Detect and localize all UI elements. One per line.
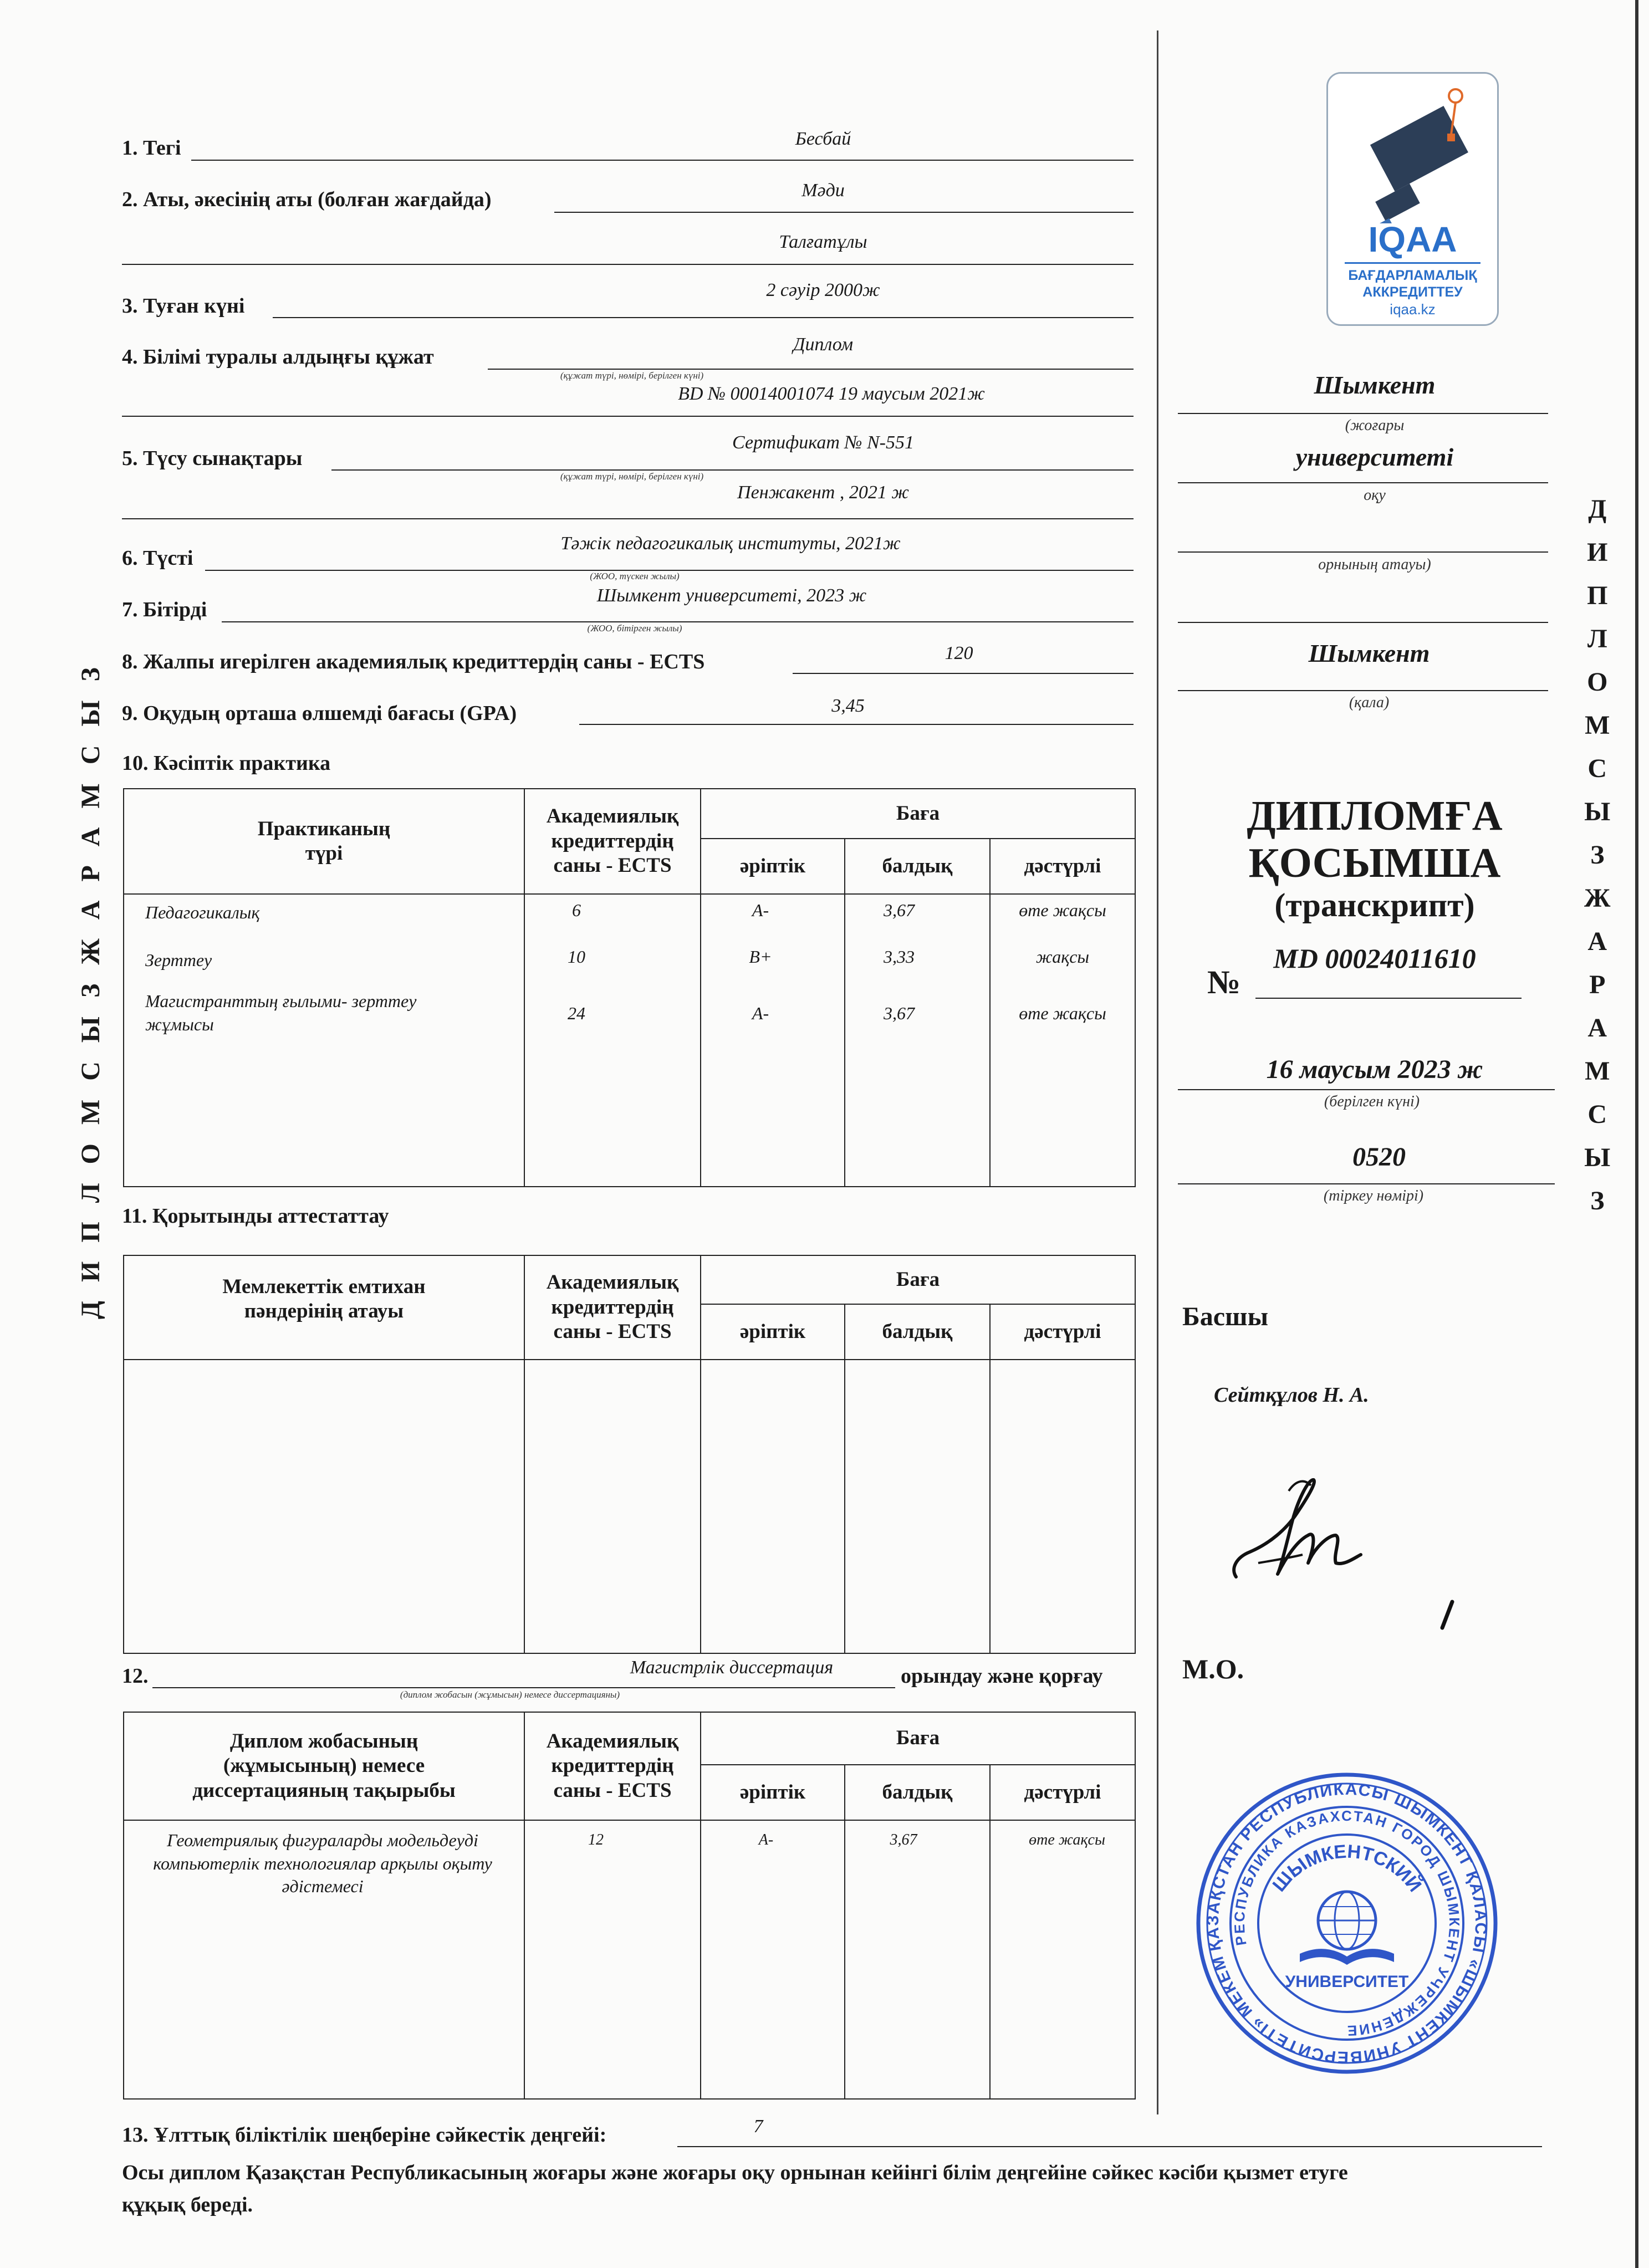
thesis-row-points: 3,67 <box>890 1831 917 1848</box>
stamp-arc-text: ШЫМКЕНТСКИЙ <box>1268 1841 1426 1896</box>
right-margin-letter: Л <box>1587 624 1607 653</box>
exam-grade-header: Баға <box>701 1255 1135 1304</box>
field-name-label: 2. Аты, әкесінің аты (болған жағдайда) <box>122 188 492 211</box>
final-attestation-table <box>123 1255 1136 1654</box>
field-credits-value: 120 <box>945 643 973 663</box>
stamp-inner-text: РЕСПУБЛИКА КАЗАХСТАН ГОРОД ШЫМКЕНТ УЧРЕЖДЕНИЕ <box>1231 1807 1463 2040</box>
right-margin-letter: О <box>1587 667 1608 697</box>
practice-traditional-cell <box>990 894 1135 1187</box>
practice-row-3-letter: A- <box>752 1003 769 1023</box>
exam-name-header: Мемлекеттік емтихан пәндерінің атауы <box>124 1255 524 1360</box>
stamp-outer-text: ҚАЗАҚСТАН РЕСПУБЛИКАСЫ ШЫМКЕНТ ҚАЛАСЫ «ШЫМКЕНТ УНИВЕРСИТЕТІ» МЕКЕМЕСІ <box>1203 1780 1490 2067</box>
right-margin-letter: Д <box>1588 494 1607 524</box>
practice-row-2-credits: 10 <box>568 947 585 967</box>
right-margin-letter: И <box>1587 538 1608 567</box>
signature-image <box>1225 1452 1425 1596</box>
right-margin-letter: М <box>1585 711 1610 740</box>
field-birthdate-value: 2 сәуір 2000ж <box>766 280 880 300</box>
left-margin-letter: О <box>76 1143 105 1164</box>
rp-title-line1: ДИПЛОМҒА <box>1247 793 1503 839</box>
pen-mark <box>1436 1599 1458 1632</box>
field-prev-doc-value: Диплом <box>793 334 854 355</box>
rp-cap-city: (қала) <box>1349 694 1390 711</box>
field-gpa-label: 9. Оқудың орташа өлшемді бағасы (GPA) <box>122 702 517 725</box>
section10-title: 10. Кәсіптік практика <box>122 752 331 775</box>
stamp-book-icon <box>1300 1949 1394 1965</box>
section13-label: 13. Ұлттық біліктілік шеңберіне сәйкестік деңгейі: <box>122 2123 607 2147</box>
field-name-value: Мәди <box>801 180 845 201</box>
section13-line <box>677 2146 1542 2147</box>
footer-text-line1: Осы диплом Қазақстан Республикасының жоғары және жоғары оқу орнынан кейінгі білім деңгейіне сәйкес кәсіби қызмет етуге <box>122 2161 1348 2184</box>
right-margin-vertical-text <box>1584 496 1610 1214</box>
rp-univ: университеті <box>1295 443 1454 471</box>
field-entrance-line2 <box>122 518 1134 519</box>
left-margin-letter: Ы <box>76 1016 105 1043</box>
section13-value: 7 <box>753 2116 763 2137</box>
right-margin-letter: Ж <box>1584 883 1611 913</box>
rp-issue-line <box>1178 1089 1555 1090</box>
stamp-globe-icon <box>1318 1892 1376 1949</box>
right-margin-letter: Ы <box>1584 797 1611 826</box>
field-enrolled-label: 6. Түсті <box>122 546 193 570</box>
rp-reg-line <box>1178 1183 1555 1184</box>
rp-number: MD 00024011610 <box>1273 943 1476 974</box>
field-gpa-line <box>579 724 1134 725</box>
thesis-row-letter: A- <box>758 1831 774 1848</box>
field-prev-doc-value2: BD № 00014001074 19 маусым 2021ж <box>678 384 985 404</box>
exam-letter-header: әріптік <box>701 1304 845 1360</box>
practice-grade-header: Баға <box>701 789 1135 839</box>
thesis-traditional-header: дәстүрлі <box>990 1765 1135 1820</box>
rp-head-label: Басшы <box>1182 1302 1269 1331</box>
field-entrance-label: 5. Түсу сынақтары <box>122 447 303 470</box>
exam-body-credits <box>524 1360 701 1653</box>
practice-row-3-points: 3,67 <box>884 1003 915 1023</box>
field-prev-doc-label: 4. Білімі туралы алдыңғы құжат <box>122 345 434 369</box>
practice-row-3-credits: 24 <box>568 1003 585 1023</box>
practice-letter-header: әріптік <box>701 839 845 894</box>
field-graduated-label: 7. Бітірді <box>122 598 207 621</box>
thesis-body-traditional <box>990 1820 1135 2099</box>
left-margin-letter: П <box>76 1222 105 1243</box>
rp-line3 <box>1178 551 1548 553</box>
left-margin-letter: Ы <box>76 700 105 727</box>
right-margin-letter: М <box>1585 1056 1610 1086</box>
left-margin-letter: И <box>76 1261 105 1282</box>
thesis-letter-header: әріптік <box>701 1765 845 1820</box>
left-margin-vertical-text <box>78 667 104 1319</box>
field-entrance-caption: (құжат түрі, нөмірі, берілген күні) <box>560 471 704 482</box>
thesis-table <box>123 1712 1136 2100</box>
practice-points-cell <box>845 894 990 1187</box>
field-credits-line <box>793 673 1134 674</box>
right-margin-letter: П <box>1587 581 1608 610</box>
rp-city-top: Шымкент <box>1314 371 1436 399</box>
rp-number-line <box>1255 998 1522 999</box>
rp-title-line3: (транскрипт) <box>1274 887 1475 924</box>
section12-caption: (диплом жобасын (жұмысын) немесе диссертацияны) <box>400 1689 620 1700</box>
section11-title: 11. Қорытынды аттестаттау <box>122 1204 389 1228</box>
field-prev-doc-line <box>488 369 1134 370</box>
svg-text:ШЫМКЕНТСКИЙ <box>1269 1841 1426 1896</box>
thesis-row-credits: 12 <box>588 1831 604 1848</box>
field-patronymic-value: Талғатұлы <box>779 232 867 252</box>
exam-traditional-header: дәстүрлі <box>990 1304 1135 1360</box>
field-gpa-value: 3,45 <box>831 696 865 716</box>
practice-row-2-points: 3,33 <box>884 947 915 967</box>
iqaa-logo <box>1326 72 1499 326</box>
left-margin-letter: А <box>76 827 105 847</box>
rp-mo: М.О. <box>1182 1653 1244 1684</box>
exam-points-header: балдық <box>845 1304 990 1360</box>
left-margin-letter: М <box>76 1099 105 1125</box>
right-margin-letter: З <box>1590 1186 1605 1215</box>
iqaa-site: iqaa.kz <box>1390 301 1436 318</box>
practice-row-2-name: Зерттеу <box>145 950 212 970</box>
exam-body-points <box>845 1360 990 1653</box>
iqaa-line1: БАҒДАРЛАМАЛЫҚ <box>1348 268 1477 283</box>
practice-row-1-name: Педагогикалық <box>145 902 260 922</box>
thesis-name-header: Диплом жобасының (жұмысының) немесе диссертацияның тақырыбы <box>124 1712 524 1820</box>
rp-head-name: Сейтқұлов Н. А. <box>1214 1383 1369 1407</box>
left-margin-letter: З <box>76 983 105 998</box>
rp-cap-study: оқу <box>1364 487 1386 504</box>
practice-row-3-name: Магистранттың ғылыми- зерттеу жұмысы <box>145 991 417 1034</box>
left-margin-letter: Р <box>76 865 105 882</box>
field-entrance-line <box>331 469 1134 471</box>
thesis-row-name: Геометриялық фигураларды модельдеуді компьютерлік технологиялар арқылы оқыту әдістемесі <box>153 1830 492 1897</box>
right-margin-letter: З <box>1590 840 1605 870</box>
rp-no-sign: № <box>1207 964 1241 1000</box>
left-margin-letter: М <box>76 783 105 809</box>
rp-title <box>1178 793 1571 924</box>
thesis-row-traditional: өте жақсы <box>1029 1831 1105 1848</box>
left-margin-letter: Л <box>76 1183 105 1203</box>
right-margin-letter: С <box>1587 754 1607 783</box>
exam-credits-header: Академиялық кредиттердің саны - ECTS <box>524 1255 701 1360</box>
iqaa-line2: АККРЕДИТТЕУ <box>1362 284 1463 300</box>
rp-line1 <box>1178 413 1548 414</box>
left-margin-letter: С <box>76 1061 105 1081</box>
practice-points-header: балдық <box>845 839 990 894</box>
rp-city: Шымкент <box>1308 639 1430 667</box>
right-margin-letter: Р <box>1589 970 1606 999</box>
practice-row-3-traditional: өте жақсы <box>1019 1003 1106 1023</box>
field-enrolled-caption: (ЖОО, түскен жылы) <box>590 571 680 581</box>
practice-credits-cell <box>524 894 701 1187</box>
university-stamp <box>1192 1768 1502 2078</box>
left-margin-letter: Д <box>76 1300 105 1319</box>
iqaa-name: IQAA <box>1368 219 1457 259</box>
right-margin-letter: А <box>1587 927 1607 956</box>
field-enrolled-value: Тәжік педагогикалық институты, 2021ж <box>560 533 901 554</box>
field-graduated-value: Шымкент университеті, 2023 ж <box>596 585 867 606</box>
left-margin-letter: З <box>76 667 105 682</box>
section12-suffix: орындау және қорғау <box>901 1664 1103 1688</box>
rp-reg-no: 0520 <box>1352 1142 1406 1172</box>
practice-row-1-points: 3,67 <box>884 900 915 920</box>
field-entrance-value: Сертификат № N-551 <box>732 432 914 453</box>
exam-body-letter <box>701 1360 845 1653</box>
section12-value: Магистрлік диссертация <box>630 1657 834 1678</box>
right-margin-letter: Ы <box>1584 1143 1611 1172</box>
stamp-center-text: УНИВЕРСИТЕТ <box>1285 1973 1409 1991</box>
exam-body-traditional <box>990 1360 1135 1653</box>
right-margin-letter: С <box>1587 1100 1607 1129</box>
fold-line <box>1157 30 1158 2114</box>
right-page-edge <box>1635 0 1638 2268</box>
thesis-grade-header: Баға <box>701 1712 1135 1765</box>
field-prev-doc-line2 <box>122 416 1134 417</box>
rp-line4 <box>1178 622 1548 623</box>
field-surname-label: 1. Тегі <box>122 136 181 160</box>
thesis-body-points <box>845 1820 990 2099</box>
practice-row-2-traditional: жақсы <box>1035 947 1090 967</box>
thesis-credits-header: Академиялық кредиттердің саны - ECTS <box>524 1712 701 1820</box>
rp-title-line2: ҚОСЫМША <box>1248 840 1501 887</box>
field-graduated-caption: (ЖОО, бітірген жылы) <box>587 623 682 634</box>
rp-cap-place: орнының атауы) <box>1318 556 1431 573</box>
practice-row-2-letter: B+ <box>749 947 772 967</box>
practice-row-1-credits: 6 <box>572 900 581 920</box>
footer-text-line2: құқық береді. <box>122 2193 253 2216</box>
practice-row-1-letter: A- <box>752 900 769 920</box>
field-prev-doc-caption: (құжат түрі, нөмірі, берілген күні) <box>560 370 704 381</box>
field-entrance-value2: Пенжакент , 2021 ж <box>737 482 909 503</box>
practice-traditional-header: дәстүрлі <box>990 839 1135 894</box>
rp-line5 <box>1178 690 1548 691</box>
practice-row-1-traditional: өте жақсы <box>1019 900 1106 920</box>
section12-label: 12. <box>122 1664 149 1688</box>
practice-table <box>123 788 1136 1187</box>
practice-type-header: Практиканың түрі <box>124 789 524 894</box>
practice-credits-header: Академиялық кредиттердің саны - ECTS <box>524 789 701 894</box>
thesis-body-credits <box>524 1820 701 2099</box>
field-graduated-line <box>222 621 1134 622</box>
left-margin-letter: С <box>76 745 105 765</box>
field-patronymic-line <box>122 264 1134 265</box>
rp-cap-higher: (жоғары <box>1345 417 1405 434</box>
field-name-line <box>554 212 1134 213</box>
practice-letter-cell <box>701 894 845 1187</box>
right-margin-letter: А <box>1587 1013 1607 1043</box>
rp-line2 <box>1178 482 1548 483</box>
field-surname-value: Бесбай <box>795 129 851 149</box>
rp-issue-date: 16 маусым 2023 ж <box>1266 1055 1483 1084</box>
iqaa-graduation-icon <box>1328 74 1497 223</box>
iqaa-divider <box>1345 262 1480 264</box>
thesis-points-header: балдық <box>845 1765 990 1820</box>
field-surname-line <box>191 160 1134 161</box>
field-birthdate-line <box>273 317 1134 318</box>
rp-cap-issue: (берілген күні) <box>1324 1093 1420 1110</box>
field-birthdate-label: 3. Туған күні <box>122 294 245 318</box>
left-margin-letter: Ж <box>76 938 105 965</box>
field-credits-label: 8. Жалпы игерілген академиялық кредиттердің саны - ECTS <box>122 650 705 673</box>
practice-names-cell <box>124 894 524 1187</box>
left-margin-letter: А <box>76 900 105 920</box>
section12-line <box>152 1687 895 1688</box>
thesis-body-letter <box>701 1820 845 2099</box>
rp-cap-reg: (тіркеу нөмірі) <box>1323 1187 1424 1204</box>
exam-body-name <box>124 1360 524 1653</box>
